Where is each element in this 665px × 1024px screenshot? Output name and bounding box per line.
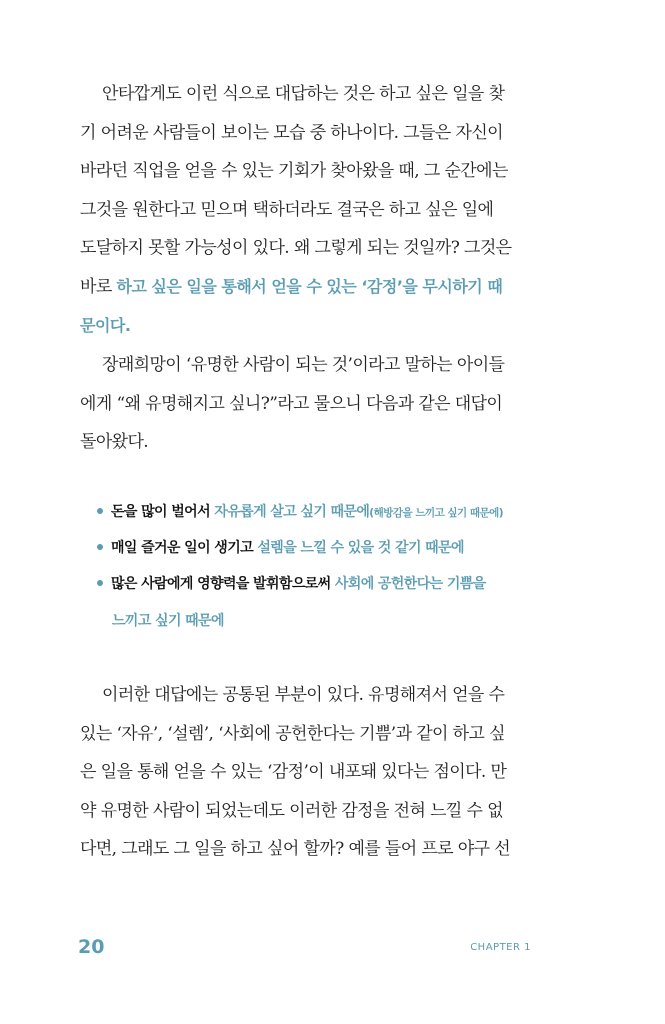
answer-bullet-list: [97, 494, 567, 639]
emphasis-text-end: 문이다.: [80, 315, 131, 335]
paragraph-3-line-3: 은 일을 통해 얻을 수 있는 ‘감정’이 내포돼 있다는 점이다. 만: [80, 762, 507, 783]
bullet-item-2-text: 매일 즐거운 일이 생기고: [111, 540, 258, 557]
paragraph-2-line-1: 장래희망이 ‘유명한 사람이 되는 것’이라고 말하는 아이들: [102, 355, 505, 375]
chapter-label: CHAPTER 1: [470, 942, 531, 953]
bullet-dot-icon: [97, 580, 103, 586]
paragraph-2: [80, 346, 600, 462]
bullet-item-2: [97, 530, 567, 566]
paragraph-1-line-1: 안타깝게도 이런 식으로 대답하는 것은 하고 싶은 일을 찾: [102, 84, 505, 104]
bullet-item-1: [97, 494, 567, 530]
page-number: 20: [78, 936, 105, 958]
bullet-item-2-highlight: 설렘을 느낄 수 있을 것 같기 때문에: [257, 540, 464, 557]
paragraph-3-line-1: 이러한 대답에는 공통된 부분이 있다. 유명해져서 얻을 수: [102, 685, 505, 705]
paragraph-1-line-2: 기 어려운 사람들이 보이는 모습 중 하나이다. 그들은 자신이: [80, 122, 503, 143]
bullet-dot-icon: [97, 544, 103, 550]
bullet-item-3-text: 많은 사람에게 영향력을 발휘함으로써: [111, 576, 335, 593]
bullet-item-3-continued: [97, 603, 567, 639]
paragraph-2-line-2: 에게 “왜 유명해지고 싶니?”라고 물으니 다음과 같은 대답이: [80, 393, 503, 414]
paragraph-1-line-6-prefix: 바로: [80, 276, 117, 297]
paragraph-1-line-3: 바라던 직업을 얻을 수 있는 기회가 찾아왔을 때, 그 순간에는: [80, 161, 508, 182]
bullet-item-1-note: (해방감을 느끼고 싶기 때문에): [369, 507, 504, 519]
paragraph-1-line-4: 그것을 원한다고 믿으며 택하더라도 결국은 하고 싶은 일에: [80, 199, 494, 220]
paragraph-3: [80, 676, 600, 869]
bullet-item-1-highlight: 자유롭게 살고 싶기 때문에: [214, 504, 370, 520]
paragraph-1-line-7: [80, 307, 600, 346]
paragraph-1: [80, 75, 600, 345]
bullet-dot-icon: [97, 508, 103, 514]
paragraph-2-line-3: 돌아왔다.: [80, 432, 149, 453]
bullet-item-3-highlight: 사회에 공헌한다는 기쁨을: [334, 576, 486, 593]
paragraph-1-line-6: [80, 268, 600, 307]
paragraph-3-line-4: 약 유명한 사람이 되었는데도 이러한 감정을 전혀 느낄 수 없: [80, 800, 503, 821]
bullet-item-3-cont-highlight: 느끼고 싶기 때문에: [112, 612, 224, 629]
emphasis-text: 하고 싶은 일을 통해서 얻을 수 있는 ‘감정’을 무시하기 때: [116, 276, 503, 296]
paragraph-1-line-5: 도달하지 못할 가능성이 있다. 왜 그렇게 되는 것일까? 그것은: [80, 238, 512, 259]
bullet-item-3: [97, 566, 567, 602]
paragraph-3-line-2: 있는 ‘자유’, ‘설렘’, ‘사회에 공헌한다는 기쁨’과 같이 하고 싶: [80, 723, 505, 744]
paragraph-3-line-5: 다면, 그래도 그 일을 하고 싶어 할까? 예를 들어 프로 야구 선: [80, 839, 511, 860]
bullet-item-1-text: 돈을 많이 벌어서: [111, 504, 215, 520]
